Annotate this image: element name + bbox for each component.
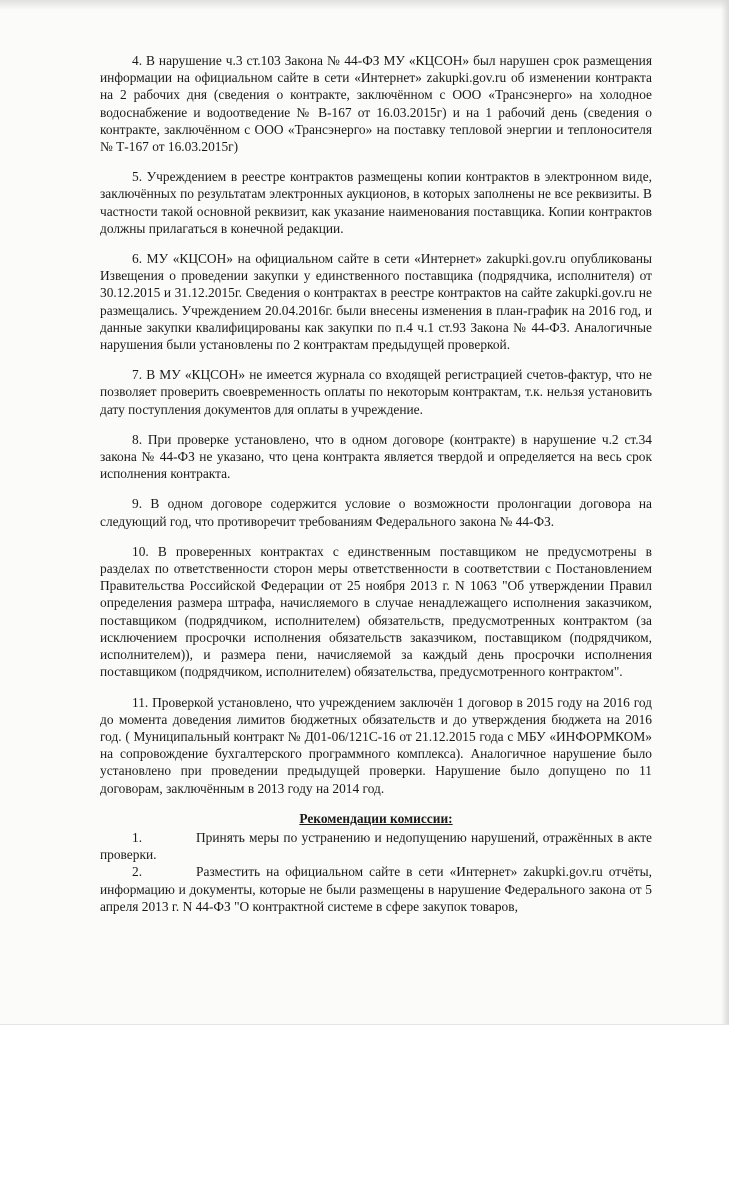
recommendation-number: 2. bbox=[132, 864, 143, 880]
recommendation-text: Принять меры по устранению и недопущению нарушений, отражённых в акте проверки. bbox=[100, 829, 652, 863]
paragraph-6: 6. МУ «КЦСОН» на официальном сайте в сети «Интернет» zakupki.gov.ru опубликованы Извещения о проведении закупки у единственного поставщика (подрядчика, исполнителя) от 30.12.2015 и 31.12.2015г. Сведения о контрактах в реестре контрактов на сайте zakupki.gov.ru не размещались. Учреждением 20.04.2016г. были внесены изменения в план-график на 2016 год, и данные закупки квалифицированы как закупки по п.4 ч.1 ст.93 Закона № 44-ФЗ. Аналогичные нарушения были установлены по 2 контрактам предыдущей проверкой. bbox=[100, 251, 652, 353]
paragraph-5: 5. Учреждением в реестре контрактов размещены копии контрактов в электронном виде, заключённых по результатам электронных аукционов, в которых заполнены не все реквизиты. В частности такой основной реквизит, как указание наименования поставщика. Копии контрактов должны прилагаться в конечной редакции. bbox=[100, 169, 652, 236]
paragraph-11: 11. Проверкой установлено, что учреждением заключён 1 договор в 2015 году на 2016 год до момента доведения лимитов бюджетных обязательств и до утверждения бюджета на 2016 год. ( Муниципальный контракт № Д01-06/121С-16 от 21.12.2015 года с МБУ «ИНФОРМКОМ» на сопровождение бухгалтерского программного комплекса). Аналогичное нарушение было установлено при проведении предыдущей проверки. Нарушение было допущено по 11 договорам, заключённым в 2013 году на 2014 год. bbox=[100, 694, 652, 796]
recommendation-number: 1. bbox=[132, 829, 143, 845]
recommendation-item bbox=[100, 863, 652, 915]
paragraph-9: 9. В одном договоре содержится условие о возможности пролонгации договора на следующий год, что противоречит требованиям Федерального закона № 44-ФЗ. bbox=[100, 496, 652, 529]
paragraph-7: 7. В МУ «КЦСОН» не имеется журнала со входящей регистрацией счетов-фактур, что не позволяет проверить своевременность оплаты по некоторым контрактам, т.к. нельзя установить дату поступления документов для оплаты в учреждение. bbox=[100, 367, 652, 417]
recommendation-item bbox=[100, 829, 652, 863]
paragraph-8: 8. При проверке установлено, что в одном договоре (контракте) в нарушение ч.2 ст.34 закона № 44-ФЗ не указано, что цена контракта является твердой и определяется на весь срок исполнения контракта. bbox=[100, 431, 652, 482]
recommendation-text: Разместить на официальном сайте в сети «Интернет» zakupki.gov.ru отчёты, информацию и документы, которые не были размещены в нарушение Федерального закона от 5 апреля 2013 г. N 44-ФЗ "О контрактной системе в сфере закупок товаров, bbox=[100, 864, 652, 914]
recommendations-heading: Рекомендации комиссии: bbox=[299, 810, 453, 826]
paragraph-4: 4. В нарушение ч.3 ст.103 Закона № 44-ФЗ МУ «КЦСОН» был нарушен срок размещения информации на официальном сайте в сети «Интернет» zakupki.gov.ru об изменении контракта на 2 рабочих дня (сведения о контракте, заключённом с ООО «Трансэнерго» на холодное водоснабжение и водоотведение № В-167 от 16.03.2015г) и на 1 рабочий день (сведения о контракте, заключённом с ООО «Трансэнерго» на поставку тепловой энергии и теплоносителя № Т-167 от 16.03.2015г) bbox=[100, 53, 652, 155]
paragraph-10: 10. В проверенных контрактах с единственным поставщиком не предусмотрены в разделах по ответственности сторон меры ответственности в соответствии с Постановлением Правительства Российской Федерации от 25 ноября 2013 г. N 1063 "Об утверждении Правил определения размера штрафа, начисляемого в случае ненадлежащего исполнения заказчиком, поставщиком (подрядчиком, исполнителем) обязательств, предусмотренных контрактом (за исключением просрочки исполнения обязательств заказчиком, поставщиком (подрядчиком, исполнителем)), и размера пени, начисляемой за каждый день просрочки исполнения поставщиком (подрядчиком, исполнителем) обязательства, предусмотренного контрактом". bbox=[100, 543, 652, 680]
document-body bbox=[100, 52, 652, 915]
